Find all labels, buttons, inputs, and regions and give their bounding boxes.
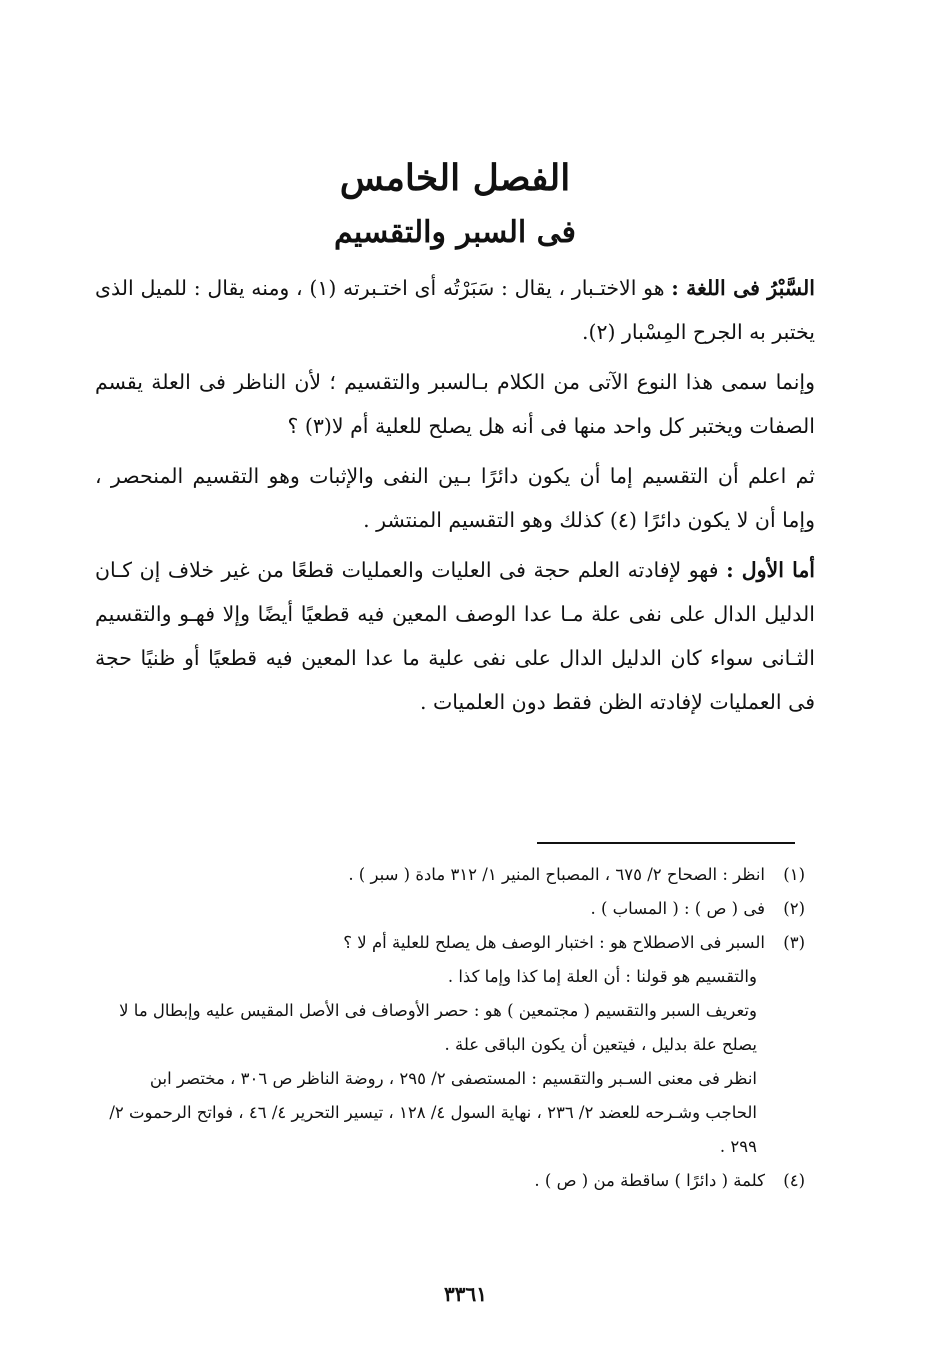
paragraph-3 <box>95 454 815 542</box>
paragraph-lead: أما الأول : <box>726 558 815 582</box>
footnote-4 <box>95 1164 805 1198</box>
footnote-number: (١) <box>783 865 805 884</box>
footnote-text: السبر فى الاصطلاح هو : اختبار الوصف هل يصلح للعلية أم لا ؟ <box>343 933 765 952</box>
paragraph-4 <box>95 548 815 724</box>
footnote-3-line-2: والتقسيم هو قولنا : أن العلة إما كذا وإما كذا . <box>447 967 757 986</box>
paragraph-text: هو الاختـبار ، يقال : سَبَرْتُه أى اختـبرته (١) ، ومنه يقال : للميل الذى يختبر به الجرح المِسْبار (٢). <box>95 276 815 344</box>
paragraph-text: ثم اعلم أن التقسيم إما أن يكون دائرًا بـين النفى والإثبات وهو التقسيم المنحصر ، وإما أن لا يكون دائرًا (٤) كذلك وهو التقسيم المنتشر . <box>95 464 815 532</box>
paragraph-text: فهو لإفادته العلم حجة فى العليات والعمليات قطعًا من غير خلاف إن كـان الدليل الدال على نفى علة مـا عدا الوصف المعين فيه قطعيًا أيضًا وإلا فهـو والتقسيم الثـانى سواء كان الدليل الدال على نفى علية ما عدا المعين فيه قطعيًا أو ظنيًا حجة فى العمليات لإفادته الظن فقط دون العلميات . <box>95 558 815 714</box>
footnote-3-line-4: انظر فى معنى السـبر والتقسيم : المستصفى ٢/ ٢٩٥ ، روضة الناظر ص ٣٠٦ ، مختصر ابن الحاجب وشـرحه للعضد ٢/ ٢٣٦ ، نهاية السول ٤/ ١٢٨ ، تيسير التحرير ٤/ ٤٦ ، فواتح الرحموت ٢/ ٢٩٩ . <box>109 1069 757 1156</box>
footnote-number: (٢) <box>783 899 805 918</box>
footnote-text: كلمة ( دائرًا ) ساقطة من ( ص ) . <box>534 1171 765 1190</box>
footnote-number: (٣) <box>783 933 805 952</box>
footnote-1 <box>95 858 805 892</box>
paragraph-text: وإنما سمى هذا النوع الآتى من الكلام بـالسبر والتقسيم ؛ لأن الناظر فى العلة يقسم الصفات ويختبر كل واحد منها فى أنه هل يصلح للعلية أم لا(٣) ؟ <box>95 370 815 438</box>
footnote-text: انظر : الصحاح ٢/ ٦٧٥ ، المصباح المنير ١/ ٣١٢ مادة ( سبر ) . <box>348 865 765 884</box>
footnote-3-line-3: وتعريف السبر والتقسيم ( مجتمعين ) هو : حصر الأوصاف فى الأصل المقيس عليه وإبطال ما لا يصلح علة بدليل ، فيتعين أن يكون الباقى علة . <box>119 1001 757 1054</box>
chapter-title: الفصل الخامس <box>339 157 571 199</box>
page-number: ٣٣٦١ <box>444 1282 487 1306</box>
paragraph-2 <box>95 360 815 448</box>
footnote-number: (٤) <box>783 1171 805 1190</box>
footnote-2 <box>95 892 805 926</box>
footnote-text: فى ( ص ) : ( المساب ) . <box>590 899 765 918</box>
footnote-divider <box>537 842 795 844</box>
main-text <box>95 150 815 730</box>
paragraph-1 <box>95 266 815 354</box>
chapter-subtitle: فى السبر والتقسيم <box>333 215 577 250</box>
footnote-3 <box>95 926 805 960</box>
paragraph-lead: السَّبْرُ فى اللغة : <box>671 276 815 300</box>
footnotes <box>95 858 805 1198</box>
